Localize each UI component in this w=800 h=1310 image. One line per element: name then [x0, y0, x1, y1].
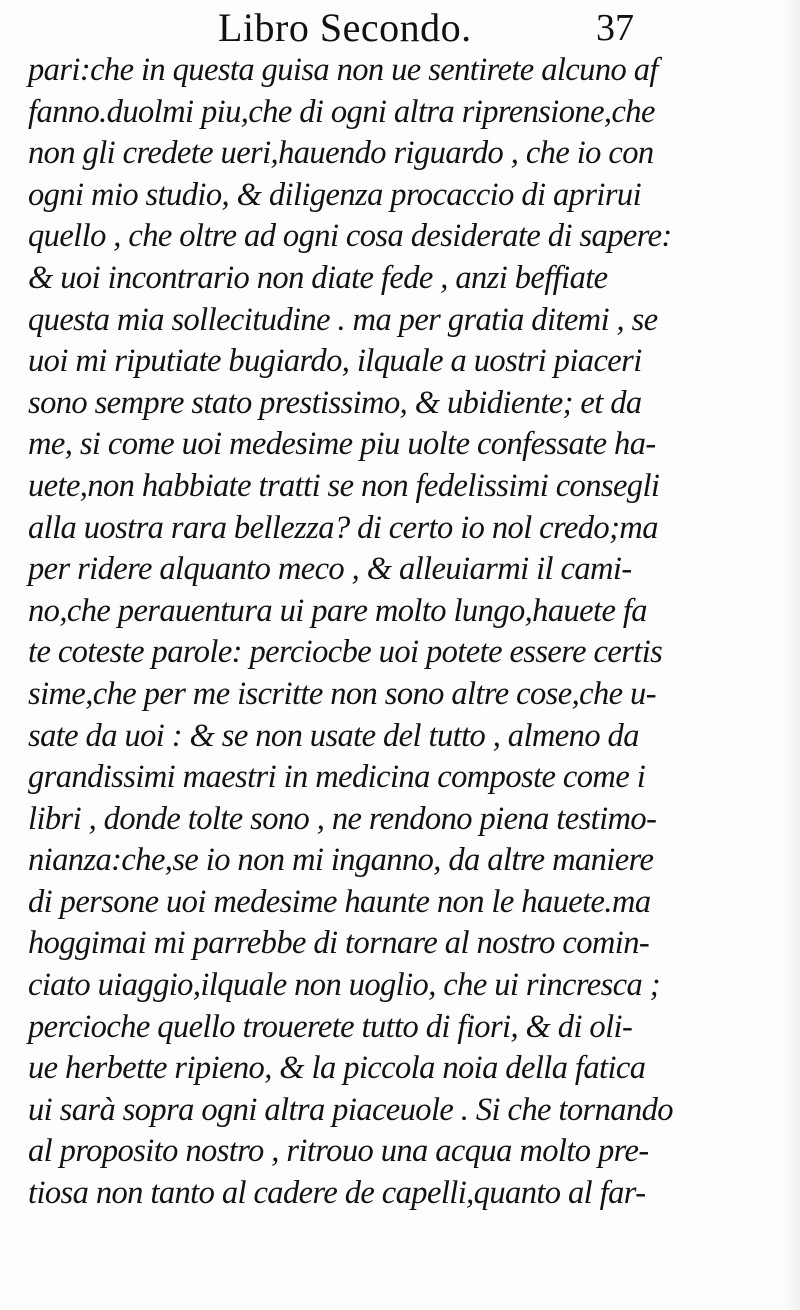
text-line: hoggimai mi parrebbe di tornare al nostro comin- [28, 925, 650, 962]
text-line: alla uostra rara bellezza? di certo io nol credo;ma [28, 509, 658, 546]
text-line: ogni mio studio, & diligenza procaccio di aprirui [28, 176, 642, 213]
text-line: uoi mi riputiate bugiardo, ilquale a uostri piaceri [28, 343, 642, 380]
text-line: grandissimi maestri in medicina composte come i [28, 759, 646, 796]
text-line: sono sempre stato prestissimo, & ubidiente; et da [28, 384, 642, 421]
text-line: ui sarà sopra ogni altra piaceuole . Si che tornando [28, 1091, 673, 1128]
text-line: fanno.duolmi piu,che di ogni altra riprensione,che [28, 93, 655, 130]
running-head: Libro Secondo. [218, 5, 472, 50]
text-line: ciato uiaggio,ilquale non uoglio, che ui rincresca ; [28, 967, 660, 1004]
text-line: te coteste parole: perciocbe uoi potete essere certis [28, 634, 663, 671]
text-line: tiosa non tanto al cadere de capelli,quanto al far- [28, 1175, 646, 1212]
text-line: no,che perauentura ui pare molto lungo,hauete fa [28, 592, 647, 629]
text-line: percioche quello trouerete tutto di fiori, & di oli- [28, 1008, 633, 1045]
text-line: uete,non habbiate tratti se non fedelissimi consegli [28, 467, 660, 504]
text-line: nianza:che,se io non mi inganno, da altre maniere [28, 842, 654, 879]
text-line: libri , donde tolte sono , ne rendono piena testimo- [28, 800, 657, 837]
text-line: pari:che in questa guisa non ue sentirete alcuno af [28, 52, 658, 88]
text-line: non gli credete ueri,hauendo riguardo , che io con [28, 135, 654, 172]
text-line: di persone uoi medesime haunte non le hauete.ma [28, 883, 651, 920]
text-line: quello , che oltre ad ogni cosa desiderate di sapere: [28, 218, 672, 255]
page-number: 37 [596, 7, 634, 49]
text-line: per ridere alquanto meco , & alleuiarmi il cami- [28, 551, 632, 588]
text-line: al proposito nostro , ritrouo una acqua molto pre- [28, 1133, 649, 1170]
text-line: sime,che per me iscritte non sono altre cose,che u- [28, 675, 656, 712]
text-line: & uoi incontrario non diate fede , anzi beffiate [28, 259, 608, 296]
page-edge-shadow [782, 0, 800, 1310]
body-text [28, 50, 718, 1215]
text-line: questa mia sollecitudine . ma per gratia ditemi , se [28, 301, 658, 338]
page-header [0, 4, 800, 54]
text-line: me, si come uoi medesime piu uolte confessate ha- [28, 426, 656, 463]
text-line: ue herbette ripieno, & la piccola noia della fatica [28, 1050, 646, 1087]
text-line: sate da uoi : & se non usate del tutto , almeno da [28, 717, 639, 754]
